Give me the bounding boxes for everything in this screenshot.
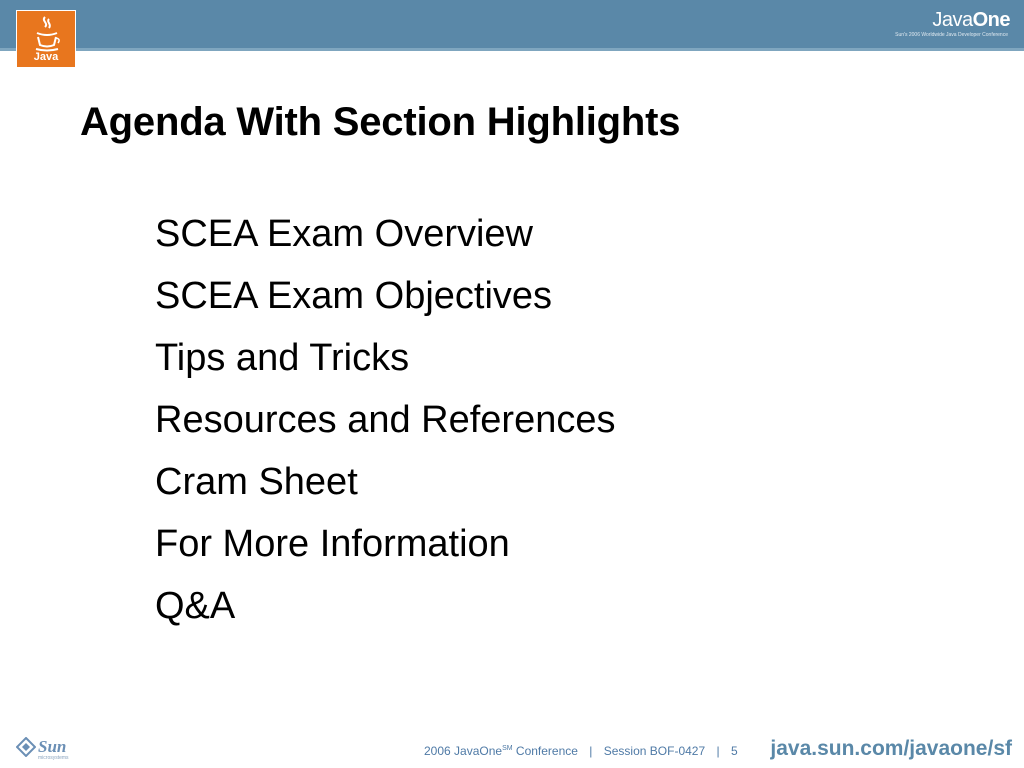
agenda-item: For More Information [155,523,510,565]
javaone-logo-part1: Java [932,9,973,31]
slide-title: Agenda With Section Highlights [80,100,681,144]
footer-url: java.sun.com/javaone/sf [770,737,1012,760]
sun-logo-subtext: microsystems [38,755,69,761]
footer-separator: | [716,744,720,758]
coffee-cup-icon [31,15,63,53]
sun-diamond-icon [16,737,36,757]
footer-conference-suffix: Conference [512,744,578,758]
footer-session: Session BOF-0427 [603,744,706,758]
javaone-tagline: Sun's 2006 Worldwide Java Developer Conference [895,32,1008,38]
agenda-item: Resources and References [155,399,616,441]
javaone-logo-part2: One [972,9,1010,31]
agenda-item: Tips and Tricks [155,337,410,379]
java-logo [16,10,76,68]
java-logo-text: Java [33,51,59,63]
header-divider [0,48,1024,51]
page-number: 5 [730,744,738,758]
footer-service-mark: SM [502,745,513,752]
agenda-item: SCEA Exam Objectives [155,275,553,317]
footer-conference: 2006 JavaOne [424,744,503,758]
javaone-logo [932,9,1010,32]
footer-separator: | [589,744,593,758]
agenda-item: Q&A [155,585,236,627]
agenda-list [155,208,615,642]
agenda-item: SCEA Exam Overview [155,213,533,255]
sun-logo-text: Sun [38,737,67,756]
header-bar [0,0,1024,48]
footer-info [424,744,738,758]
agenda-item: Cram Sheet [155,461,358,503]
sun-logo [16,737,76,763]
